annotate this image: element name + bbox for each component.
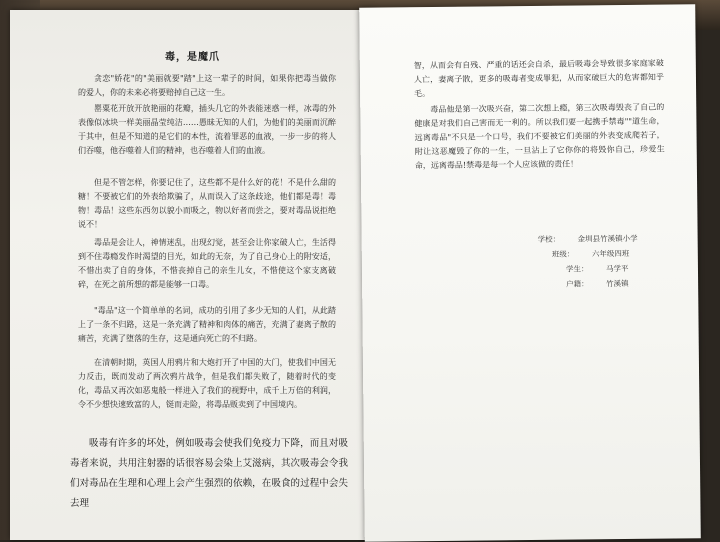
student-value: 马学平 [605, 263, 629, 274]
essay-title: 毒，是魔爪 [165, 52, 220, 63]
paragraph-3: 但是不管怎样，你要记住了，这些都不是什么好的花！不是什么甜的糖！不要被它们的外表给欺骗了，从而误入了这条歧途，他们都是毒！毒物！毒品！这些东西勿以貌小而吸之，物以好者而尝之，要对毒品说拒绝说不！ [78, 178, 336, 229]
class-line [538, 246, 638, 262]
school-line [538, 231, 638, 247]
parent-label: 户籍： [566, 279, 589, 289]
signature-block [538, 231, 639, 292]
parent-value: 竹溪镇 [606, 278, 629, 289]
school-label: 学校： [537, 234, 561, 244]
left-page [10, 10, 375, 540]
student-label: 学生： [565, 264, 589, 274]
student-line [538, 261, 638, 277]
paragraph-6: 在清朝时期，英国人用鸦片和大炮打开了中国的大门，使我们中国无力反击，既而发动了两次鸦片战争，但是我们都失败了，随着时代的变化，毒品又再次如恶鬼般一样进入了我们的视野中，成千上万倍的利润，令不少想快速致富的人，铤而走险，将毒品贩卖到了中国境内。 [78, 358, 336, 409]
class-value: 六年级四班 [591, 248, 630, 259]
paragraph-7: 吸毒有许多的坏处，例如吸毒会使我们免疫力下降，而且对吸毒者来说，共用注射器的话很容易会染上艾滋病，其次吸毒会令我们对毒品在生理和心理上会产生强烈的依赖，在吸食的过程中会失去理 [70, 438, 348, 509]
paragraph-5: "毒品"这一个简单单的名词，成功的引用了多少无知的人们，从此踏上了一条不归路，这是一条充满了精神和肉体的痛苦，充满了妻离子散的痛苦，充满了堕落的生存，这是通向死亡的不归路。 [78, 306, 336, 343]
paragraph-9: 毒品他是第一次吸兴奋，第二次想上瘾，第三次吸毒毁丧了自己的健康是对我们自己害而无一利的。所以我们要一起携手禁毒""道生命，远离毒品"不只是一个口号，我们不要被它们美丽的外表变成爬若子，附让这恶魔毁了你的一生，一旦沾上了它你你的将毁你自己，珍爱生命，远离毒品!禁毒是每一个人应该做的责任！ [414, 102, 665, 171]
paragraph-1: 贪恋"娇花"的"美丽就要"踏"上这一辈子的时间，如果你把毒当做你的爱人，你的未来必将要赔掉自己这一生。 [78, 74, 336, 97]
paragraph-8: 智，从而会有自残、严重的话还会自杀，最后吸毒会导致很多家庭家破人亡，妻离子散，更多的吸毒者变成罪犯，从而家破巨大的危害都知乎毛。 [413, 58, 665, 99]
paragraph-2: 罂粟花开放开放艳丽的花瓣，插头几它的外表能迷惑一样，冰毒的外表像似冰块一样美丽晶莹纯洁……愚昧无知的人们，为他们的美丽而沉醉于其中，但是不知道的是它们的本性，流着罪恶的血液，一步一步的将人们吞噬，他吞噬着人们的精神，也吞噬着人们的血液。 [78, 104, 336, 155]
class-label: 班级： [551, 249, 575, 259]
school-value: 金圳县竹溪镇小学 [577, 233, 638, 244]
paragraph-4: 毒品是会让人，神情迷乱，出现幻觉，甚至会让你家破人亡，生活得到不住毒瘾发作时渴望的目光，如此的无奈，为了自己身心上的附安适，不惜出卖了自的身体，不惜丧掉自己的亲生儿女，不惜使这个家支离破碎，在死之前所想的都是能够一口毒。 [78, 238, 336, 289]
parent-line [538, 276, 638, 292]
right-page [359, 4, 701, 541]
